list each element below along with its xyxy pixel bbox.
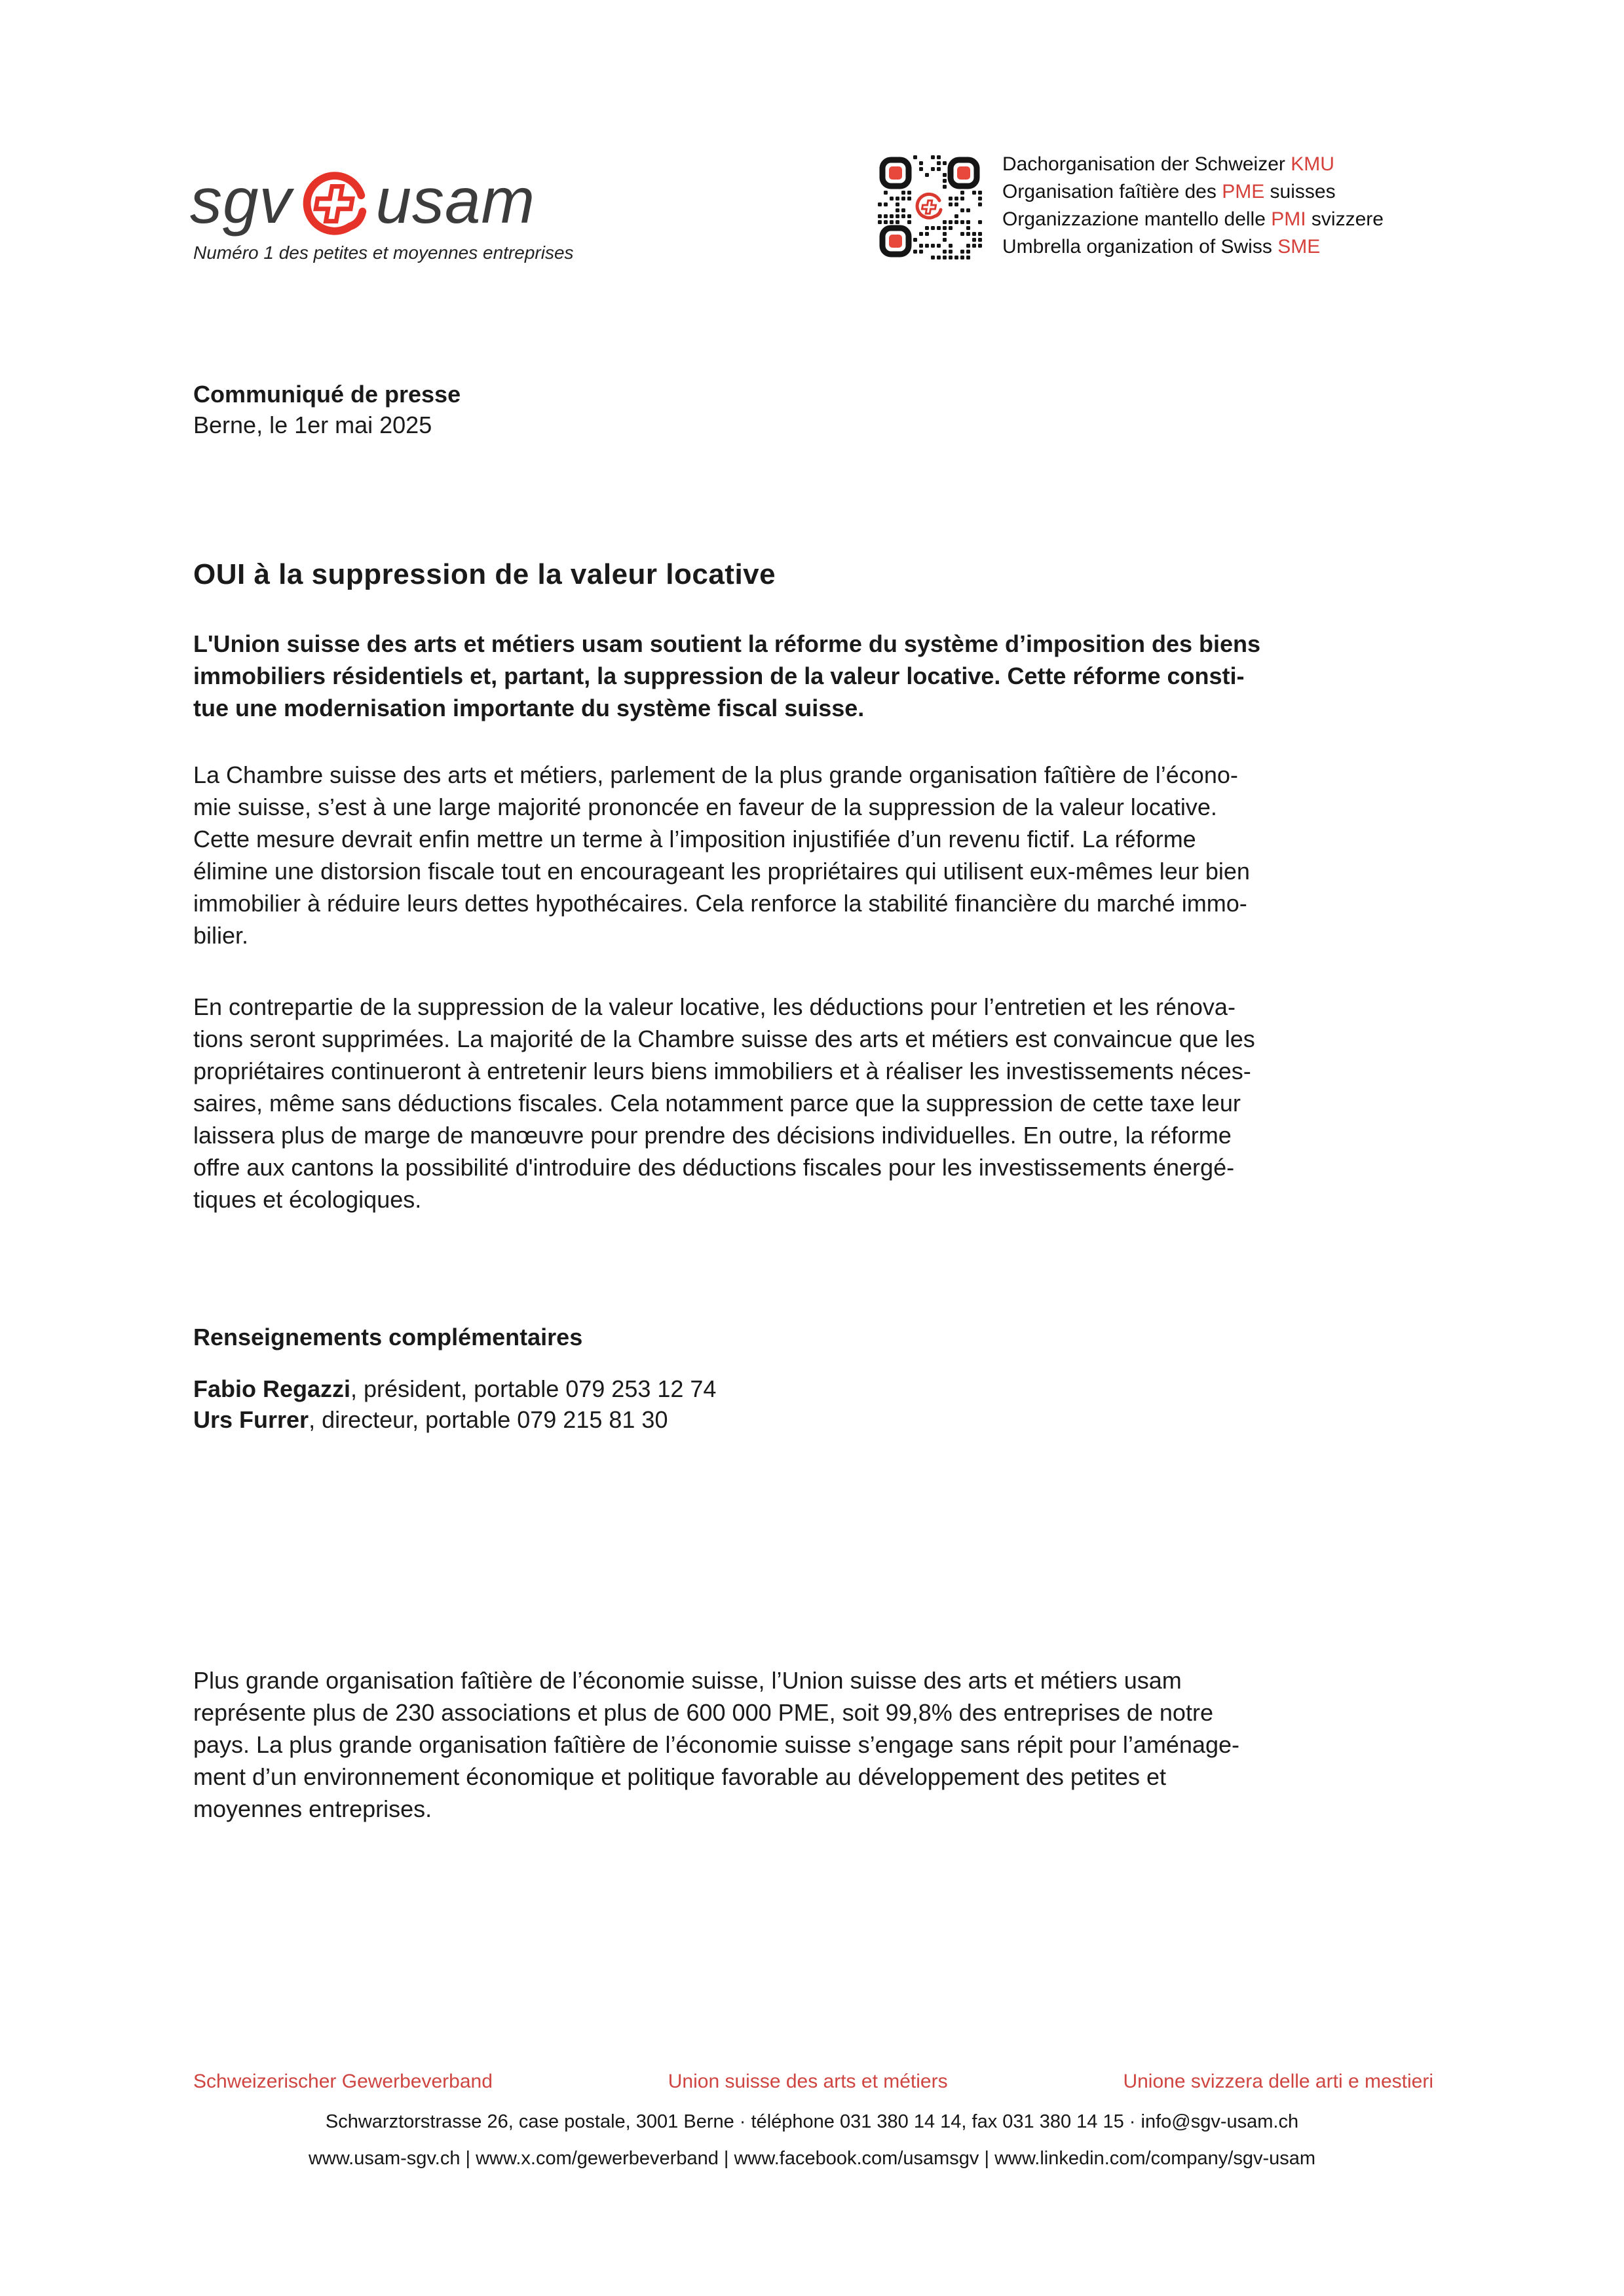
boilerplate-paragraph: Plus grande organisation faîtière de l’économie suisse, l’Union suisse des arts et métiers usam représente plus de 230 associations et plus de 600 000 PME, soit 99,8% des entreprises de notre pays. La plus grande organisation faîtière de l’économie suisse s’engage sans répit pour l’aménage- ment d’un environnement économique et politique favorable au développement des petites et moyennes entreprises.	[193, 1667, 1239, 1822]
footer-org-fr: Union suisse des arts et métiers	[668, 2071, 948, 2092]
contacts-list	[193, 1373, 716, 1435]
swiss-cross-at-ring-icon	[296, 165, 373, 242]
contacts-heading: Renseignements complémentaires	[193, 1324, 583, 1350]
contact-person: Fabio Regazzi, président, portable 079 253 12 74	[193, 1375, 717, 1402]
org-line-it: Organizzazione mantello delle PMI svizzere	[1002, 208, 1384, 230]
logo-tagline: Numéro 1 des petites et moyennes entreprises	[193, 242, 574, 263]
org-line-en: Umbrella organization of Swiss SME	[1002, 236, 1321, 258]
footer-address-line: Schwarztorstrasse 26, case postale, 3001 Berne · téléphone 031 380 14 14, fax 031 380 14 15 · info@sgv-usam.ch	[325, 2111, 1299, 2132]
org-line-de: Dachorganisation der Schweizer KMU	[1002, 153, 1334, 175]
org-descriptions	[1002, 151, 1384, 261]
org-logo	[190, 159, 535, 242]
lead-paragraph: L'Union suisse des arts et métiers usam soutient la réforme du système d’imposition des biens immobiliers résidentiels et, partant, la suppression de la valeur locative. Cette réforme consti- tue une modernisation importante du système fiscal suisse.	[193, 630, 1261, 721]
page-title: OUI à la suppression de la valeur locative	[193, 558, 776, 590]
qr-code	[877, 154, 983, 260]
body-paragraph-1: La Chambre suisse des arts et métiers, parlement de la plus grande organisation faîtière de l’écono- mie suisse, s’est à une large majorité prononcée en faveur de la suppression de la valeur locative. Cette mesure devrait enfin mettre un terme à l’imposition injustifiée d’un revenu fictif. La réforme élimine une distorsion fiscale tout en encourageant les propriétaires qui utilisent eux-mêmes leur bien immobilier à réduire leurs dettes hypothécaires. Cela renforce la stabilité financière du marché immo- bilier.	[193, 761, 1250, 949]
org-line-fr: Organisation faîtière des PME suisses	[1002, 181, 1336, 202]
footer-org-de: Schweizerischer Gewerbeverband	[193, 2071, 493, 2092]
logo-word-sgv: sgv	[190, 164, 292, 237]
logo-word-usam: usam	[375, 164, 536, 237]
press-release-header	[193, 379, 461, 440]
doc-type-label: Communiqué de presse	[193, 381, 461, 408]
dateline: Berne, le 1er mai 2025	[193, 411, 432, 438]
qr-code-graphic	[877, 154, 983, 260]
footer-links-line[interactable]: www.usam-sgv.ch | www.x.com/gewerbeverband | www.facebook.com/usamsgv | www.linkedin.com/company/sgv-usam	[308, 2148, 1316, 2169]
footer-org-it: Unione svizzera delle arti e mestieri	[1123, 2071, 1433, 2092]
contact-person: Urs Furrer, directeur, portable 079 215 81 30	[193, 1406, 668, 1433]
body-paragraph-2: En contrepartie de la suppression de la valeur locative, les déductions pour l’entretien et les rénova- tions seront supprimées. La majorité de la Chambre suisse des arts et métiers est convaincue que les propriétaires continueront à entretenir leurs biens immobiliers et à réaliser les investissements néces- saires, même sans déductions fiscales. Cela notamment parce que la suppression de cette taxe leur laissera plus de marge de manœuvre pour prendre des décisions individuelles. En outre, la réforme offre aux cantons la possibilité d'introduire des déductions fiscales pour les investissements énergé- tiques et écologiques.	[193, 993, 1255, 1213]
footer-org-names	[193, 2071, 1433, 2093]
